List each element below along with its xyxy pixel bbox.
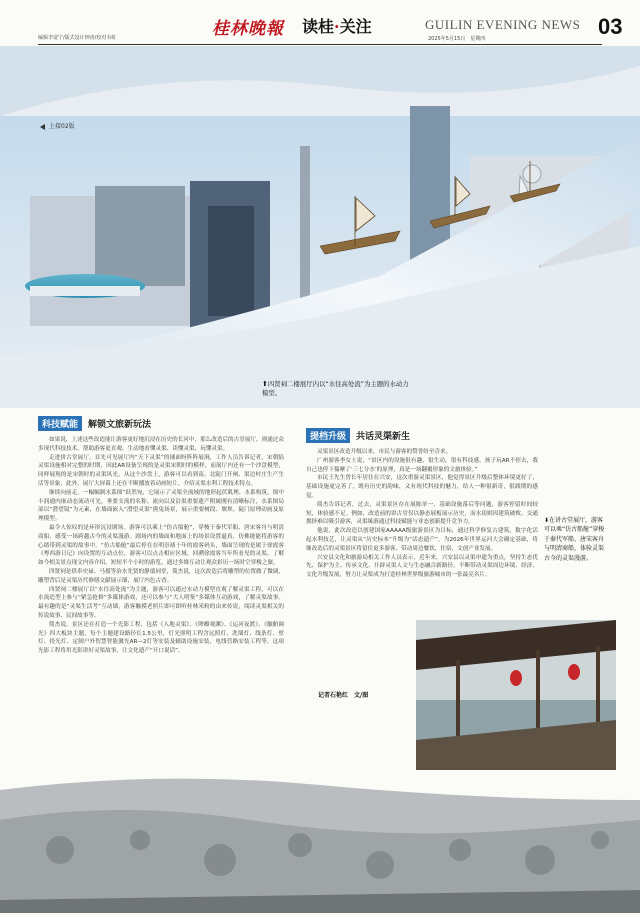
article1-paragraph: 简杰说，景区还在打造一个光影工程，包括《入地灵渠》、《卵瓣观渊》、《运河夜渡》、《触舶调光》四大板块主题，每个主题建设路径长1.5公里，灯光照明工程含远照灯、洗墙灯、线条灯、壁灯、投光灯、定制户外智慧智能激光AR—2灯等安装及辅助设施安装，电线管路安装工程等。这项光影工程将用光影讲好灵渠故事，让文化遗产“开口说话”。 (38, 621, 284, 655)
masthead (0, 0, 640, 44)
hero-caption (262, 380, 412, 398)
audio-link[interactable] (40, 121, 75, 130)
relief-illustration (0, 760, 640, 913)
article2-paragraph: 市民王先生曾长年居住在兴安，这次重游灵渠景区，他觉得景区升级后整体环境更好了，基础设施更完善了，既有历史的韵味，又有现代科技的魅力，给人一种很新奇，很践期的感觉。 (306, 475, 538, 499)
article2-paragraph: 灵渠景区改造升级以来，市民与游客的赞誉纷至沓来。 (317, 449, 452, 455)
speaker-icon (40, 124, 45, 130)
section-title (302, 14, 372, 37)
hero-caption-text: 四贤祠二楼展厅内以“水往高处流”为主题的水动力模型。 (262, 380, 409, 397)
article1-body (38, 436, 284, 766)
arrow-up-icon: ⬆ (262, 380, 268, 388)
hero-photo (0, 46, 640, 408)
article1-heading (38, 416, 151, 431)
article2-paragraph: 他说，此次改造以创建国家AAAAA级旅游景区为目标，通过科学修复古建筑、数字化活起水利技艺，让灵渠从“历史标本”升级为“活态遗产”，为2026年世界运河大会确定基础，将继改造后的灵渠景区将留住更多游客，带动周边餐饮、住宿、文创产业发展。 (306, 528, 538, 552)
article1-title: 解锁文旅新玩法 (88, 420, 152, 430)
side-caption-text: 在讲古堂展厅，游客可以乘“仿古船舱”穿梭于秦代军船、唐宋客舟与明清商船，体验灵渠古今的灵渠漫游。 (544, 517, 605, 562)
header-rule (38, 44, 602, 45)
article2-tag: 提档升级 (306, 428, 350, 443)
page-number: 03 (598, 14, 623, 39)
article1-tag: 科技赋能 (38, 416, 82, 431)
article2-title: 共话灵渠新生 (356, 432, 411, 442)
arrow-down-icon: ⬇ (544, 517, 550, 524)
editor-credits: 编辑李富宁/版式设计钟涛/校对韦虹 (38, 35, 117, 41)
article1-paragraph: 四贤祠是供奉史禄、马援等治水先贤的静谧祠堂，简杰说，这次改造后将雕塑的位置做了微调，雕塑背后是灵渠历代修缮文献展示墙，展厅内色古香。 (38, 568, 284, 584)
article1-paragraph: 最令人惊叹的是环形沉浸剧场。游客可以乘上“仿古船舱”，穿梭于秦代军船、唐宋客舟与明清商船，感受一场跨越古今的灵渠漫游。剧场内的墙面和地面上的场景设置逼真，仿佛能能将游客的心绪带到灵渠的故事中。“仿古船舱”最后停在在明崇祯十年的霞客码头，墙面呈现的是属于徐霞客《粤西游日记》向设置的互动点位，游客可以点击相应区域，回溯徐霞客当年所看见的灵渠，了解如今相关景点现文内容介绍，短短半个小时的游览，通过多维互动让观众彩历一场时空穿梭之旅。 (38, 524, 284, 567)
article2-paragraph: 简杰告诉记者，过去，灵渠景区存在展陈单一、基础设施落后等问题，游客停留时间较短、体验感不足。例如，改造前的讲古堂仅以静态展板展示历史，而水街则因建筑破败、交通拥挤难以吸引游客，灵渠缘游通过科技赋能与业态创新提升竞争力。 (306, 501, 538, 526)
section-left: 读桂 (302, 17, 335, 36)
article1-paragraph: 如果说，上述这些改造能让游客更好地沉浸在历史的长河中，那么改造后的古堂展厅，则通过众多现代科技技术，帮助游客更直观、生动地看懂灵渠、读懂灵渠、玩懂灵渠。 (38, 437, 284, 452)
exhibition-hall-illustration (0, 46, 640, 408)
english-title: GUILIN EVENING NEWS (425, 17, 581, 32)
article1-paragraph: 走进拼古堂展厅，首先可见展厅内“天下灵渠”的铺面呀阵阵展涧，工作人员告诉记者，宋朝陆灵渠设施相对完整的时期，因此AR设备呈现的是灵渠宋朝时的模样，而展厅内还有一个沙盘模型，同样展现的是宋朝时的灵渠风光，从这个沙盘上，游客可以看到南、北陡门开闸、渠边村庄生产生活等景象，此外，展厅大屏幕上还在不断播放着动画短片，介绍灵渠水利工程技术特点。 (38, 454, 284, 487)
issue-date: 2025年5月15日 星期四 (428, 36, 486, 42)
article2-paragraph: 广州游客李女士说，“景区内的设施很有趣，很生动，很有科技感，孩子玩AR不停去，我自己也停下揣摩了‘三七分水’的原理，真是一场翻覆形象的文旅体验。” (306, 457, 538, 473)
article2-heading (306, 428, 410, 443)
byline: 记者石艳红 文/图 (318, 692, 369, 699)
article2-paragraph: 兴安县文化和旅游局相关工作人员表示，近年来，兴安县以灵渠申遗为重点，坚持生态优先、保护为主、传承文化、开辟灵渠人文与生态融合新路径，不断带动灵渠周边环境、经济、文化升级发展，努力让灵渠成为打造桂林世界级旅游城市的一张最亮名片。 (306, 554, 538, 579)
newspaper-brand: 桂林晚報 (212, 19, 284, 39)
article1-paragraph: 继续向前走，一幅幅制水系图”跃然宛，它展示了灵渠全流域的地形起伏肌理、水系构筑，图中丰润通内嵌动态流动可光，垂要支流的名称、流向以及沿渠重要遗产附属刚有清晰标注，水系图局部以“潜望镜”为元素，在墙面嵌入“潜望灵渠”熊兔场景，展示重要树段、堰坝、陡门原理动画及原理模型。 (38, 489, 284, 523)
article1-paragraph: 四贤祠二楼展厅以“水往高处流”为主题，游客可以通过水动力模型直观了解灵渠工程，可以在水流造型上参与“紧急抢修”多媒体游戏，还可以参与“大人明鉴”多媒体互动游戏，了解灵渠故事。最有趣的是“灵渠生活考”互动墙，游客触摸老照片即可即听桂林米粉的由来传说，阅读灵渠相关的传说故事、民间故事等。 (38, 586, 284, 619)
section-dot: · (334, 17, 340, 36)
section-right: 关注 (339, 17, 372, 36)
stone-relief-photo (0, 760, 640, 913)
side-caption (544, 516, 608, 563)
waterside-pavilion-photo (416, 620, 616, 770)
pavilion-illustration (416, 620, 616, 770)
continued-from: 上接02版 (49, 123, 75, 130)
